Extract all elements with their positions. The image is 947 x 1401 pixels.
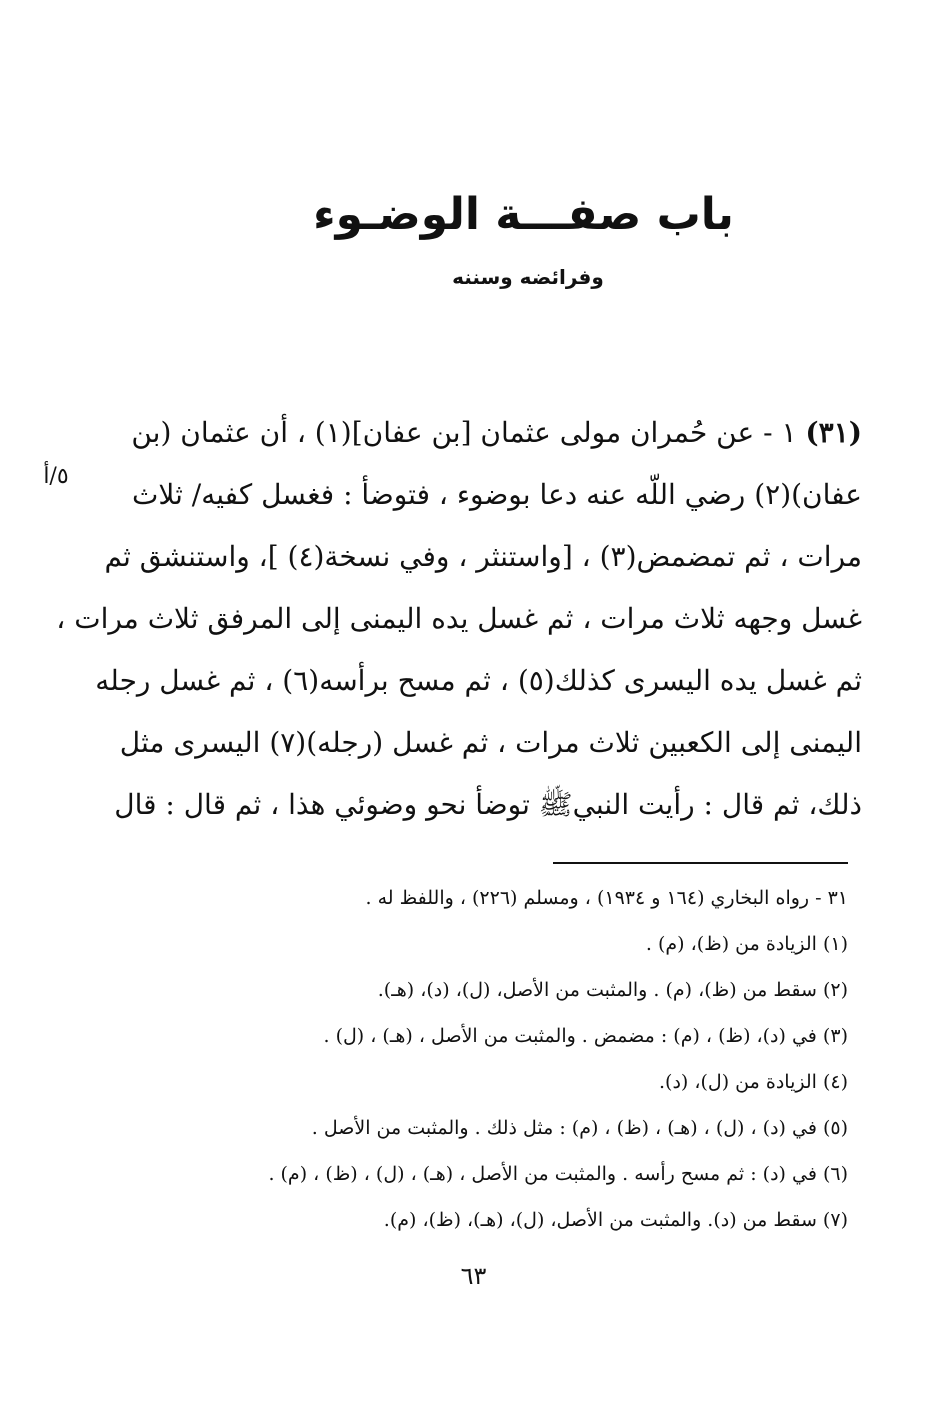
body-line-text: ١ - عن حُمران مولى عثمان [بن عفان](١) ، أن عثمان (بن bbox=[131, 416, 797, 449]
body-line: مرات ، ثم تمضمض(٣) ، [واستنثر ، وفي نسخة(٤) ]، واستنشق ثم bbox=[104, 540, 862, 573]
body-line: ذلك، ثم قال : رأيت النبيﷺ توضأ نحو وضوئي هذا ، ثم قال : قال bbox=[114, 788, 862, 821]
page-number: ٦٣ bbox=[460, 1262, 487, 1290]
chapter-subtitle: وفرائضه وسننه bbox=[452, 265, 604, 289]
body-line: عفان)(٢) رضي اللّه عنه دعا بوضوء ، فتوضأ : فغسل كفيه/ ثلاث bbox=[132, 478, 862, 511]
footnote: (١) الزيادة من (ظ)، (م) . bbox=[645, 933, 848, 955]
body-line: اليمنى إلى الكعبين ثلاث مرات ، ثم غسل (رجله)(٧) اليسرى مثل bbox=[119, 726, 862, 759]
footnotes bbox=[140, 880, 848, 1248]
body-line bbox=[132, 402, 862, 464]
hadith-number: (٣١) bbox=[805, 416, 862, 449]
body-line: ثم غسل يده اليسرى كذلك(٥) ، ثم مسح برأسه(٦) ، ثم غسل رجله bbox=[95, 664, 862, 697]
footnote: (٤) الزيادة من (ل)، (د). bbox=[659, 1071, 848, 1093]
footnote: (٢) سقط من (ظ)، (م) . والمثبت من الأصل، (ل)، (د)، (هـ). bbox=[377, 979, 848, 1001]
footnote-divider bbox=[553, 862, 848, 864]
footnote: (٣) في (د)، (ظ) ، (م) : مضمض . والمثبت من الأصل ، (هـ) ، (ل) . bbox=[323, 1025, 848, 1047]
footnote: (٧) سقط من (د). والمثبت من الأصل، (ل)، (هـ)، (ظ)، (م). bbox=[383, 1209, 848, 1231]
manuscript-folio-marker: ٥/أ bbox=[43, 464, 69, 489]
footnote: (٥) في (د) ، (ل) ، (هـ) ، (ظ) ، (م) : مثل ذلك . والمثبت من الأصل . bbox=[311, 1117, 848, 1139]
body-line: غسل وجهه ثلاث مرات ، ثم غسل يده اليمنى إلى المرفق ثلاث مرات ، bbox=[56, 602, 862, 635]
chapter-title: باب صفـــة الوضـوء bbox=[313, 189, 734, 240]
footnote: (٦) في (د) : ثم مسح رأسه . والمثبت من الأصل ، (هـ) ، (ل) ، (ظ) ، (م) . bbox=[268, 1163, 848, 1185]
footnote: ٣١ - رواه البخاري (١٦٤ و ١٩٣٤) ، ومسلم (٢٢٦) ، واللفظ له . bbox=[365, 887, 848, 909]
